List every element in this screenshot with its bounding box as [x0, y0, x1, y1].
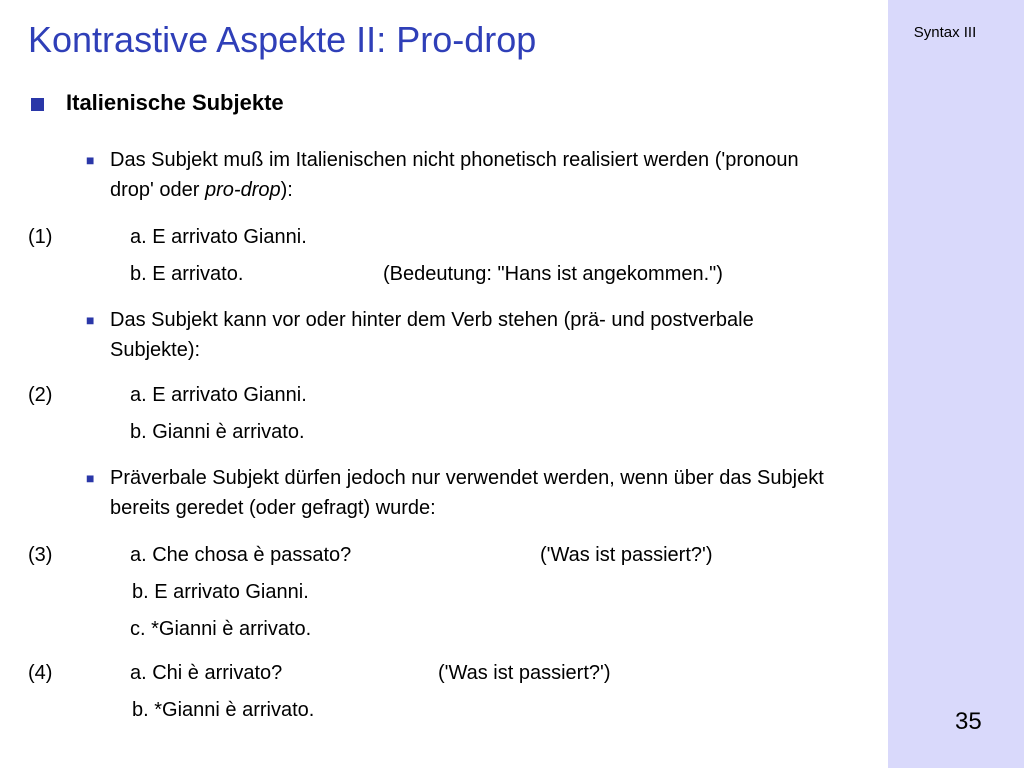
example-line: a. Che chosa è passato? [130, 544, 352, 566]
example-number: (1) [28, 226, 53, 248]
example-number: (4) [28, 662, 53, 684]
example-gloss: ('Was ist passiert?') [438, 662, 611, 684]
sidebar-label: Syntax III [913, 24, 977, 41]
example-number: (3) [28, 544, 53, 566]
bullet-text: Präverbale Subjekt dürfen jedoch nur verwendet werden, wenn über das Subjekt bereits geredet (oder gefragt) wurde: [110, 467, 824, 519]
example-gloss: ('Was ist passiert?') [540, 544, 713, 566]
bullet-text-part: Das Subjekt muß im Italienischen nicht phonetisch realisiert werden ('pronoun drop' oder [110, 149, 799, 201]
example-line: a. E arrivato Gianni. [130, 384, 307, 406]
sidebar [888, 0, 1024, 768]
example-line: b. E arrivato Gianni. [132, 581, 309, 603]
example-gloss: (Bedeutung: "Hans ist angekommen.") [383, 263, 723, 285]
example-line: b. Gianni è arrivato. [130, 421, 305, 443]
example-line: b. E arrivato. [130, 263, 244, 285]
bullet-text-italic: pro-drop [205, 179, 281, 201]
section-heading: Italienische Subjekte [66, 90, 284, 115]
bullet-text [110, 145, 840, 205]
bullet-text: Das Subjekt kann vor oder hinter dem Verb stehen (prä- und postverbale Subjekte): [110, 309, 754, 361]
example-line: a. E arrivato Gianni. [130, 226, 307, 248]
bullet-icon: ■ [86, 312, 95, 328]
slide-title: Kontrastive Aspekte II: Pro-drop [28, 19, 537, 60]
page-number: 35 [955, 708, 982, 735]
example-line: c. *Gianni è arrivato. [130, 618, 312, 640]
example-line: b. *Gianni è arrivato. [132, 699, 315, 721]
square-bullet-icon [31, 98, 44, 111]
bullet-icon: ■ [86, 470, 95, 486]
example-number: (2) [28, 384, 53, 406]
bullet-text-part: ): [280, 179, 293, 201]
example-line: a. Chi è arrivato? [130, 662, 283, 684]
bullet-icon: ■ [86, 152, 95, 168]
